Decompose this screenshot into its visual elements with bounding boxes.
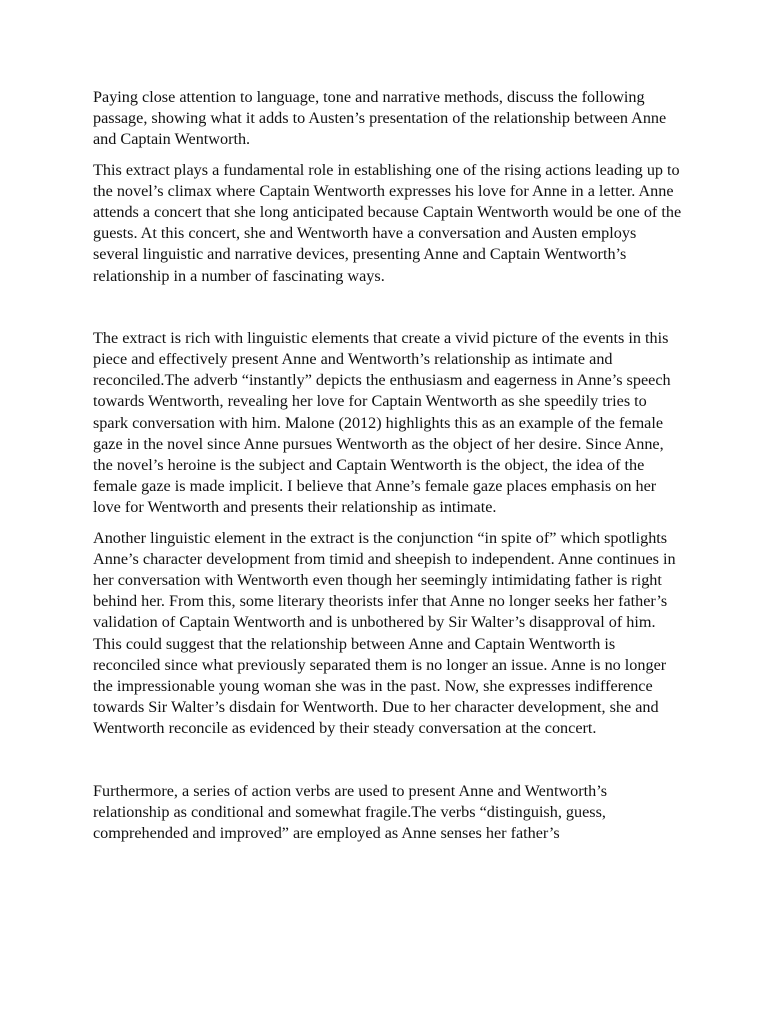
introduction-paragraph: This extract plays a fundamental role in establishing one of the rising actions leading up to the novel’s climax where Captain Wentworth expresses his love for Anne in a letter. Anne attends a concert that she long anticipated because Captain Wentworth would be one of the guests. At this concert, she and Wentworth have a conversation and Austen employs several linguistic and narrative devices, presenting Anne and Captain Wentworth’s relationship in a number of fascinating ways. <box>93 160 682 285</box>
body-paragraph-character-development: Another linguistic element in the extract is the conjunction “in spite of” which spotlights Anne’s character development from timid and sheepish to independent. Anne continues in her conversation with Wentworth even though her seemingly intimidating father is right behind her. From this, some literary theorists infer that Anne no longer seeks her father’s validation of Captain Wentworth and is unbothered by Sir Walter’s disapproval of him. This could suggest that the relationship between Anne and Captain Wentworth is reconciled since what previously separated them is no longer an issue. Anne is no longer the impressionable young woman she was in the past. Now, she expresses indifference towards Sir Walter’s disdain for Wentworth. Due to her character development, she and Wentworth reconcile as evidenced by their steady conversation at the concert. <box>93 528 676 738</box>
essay-question-paragraph: Paying close attention to language, tone and narrative methods, discuss the following passage, showing what it adds to Austen’s presentation of the relationship between Anne and Captain Wentworth. <box>93 88 667 149</box>
essay-body <box>93 87 683 844</box>
body-paragraph-action-verbs: Furthermore, a series of action verbs are used to present Anne and Wentworth’s relationship as conditional and somewhat fragile.The verbs “distinguish, guess, comprehended and improved” are employed as Anne senses her father’s <box>93 781 607 843</box>
body-paragraph-female-gaze: The extract is rich with linguistic elements that create a vivid picture of the events in this piece and effectively present Anne and Wentworth’s relationship as intimate and reconciled.The adverb “instantly” depicts the enthusiasm and eagerness in Anne’s speech towards Wentworth, revealing her love for Captain Wentworth as she speedily tries to spark conversation with him. Malone (2012) highlights this as an example of the female gaze in the novel since Anne pursues Wentworth as the object of her desire. Since Anne, the novel’s heroine is the subject and Captain Wentworth is the object, the idea of the female gaze is made implicit. I believe that Anne’s female gaze places emphasis on her love for Wentworth and presents their relationship as intimate. <box>93 328 671 517</box>
